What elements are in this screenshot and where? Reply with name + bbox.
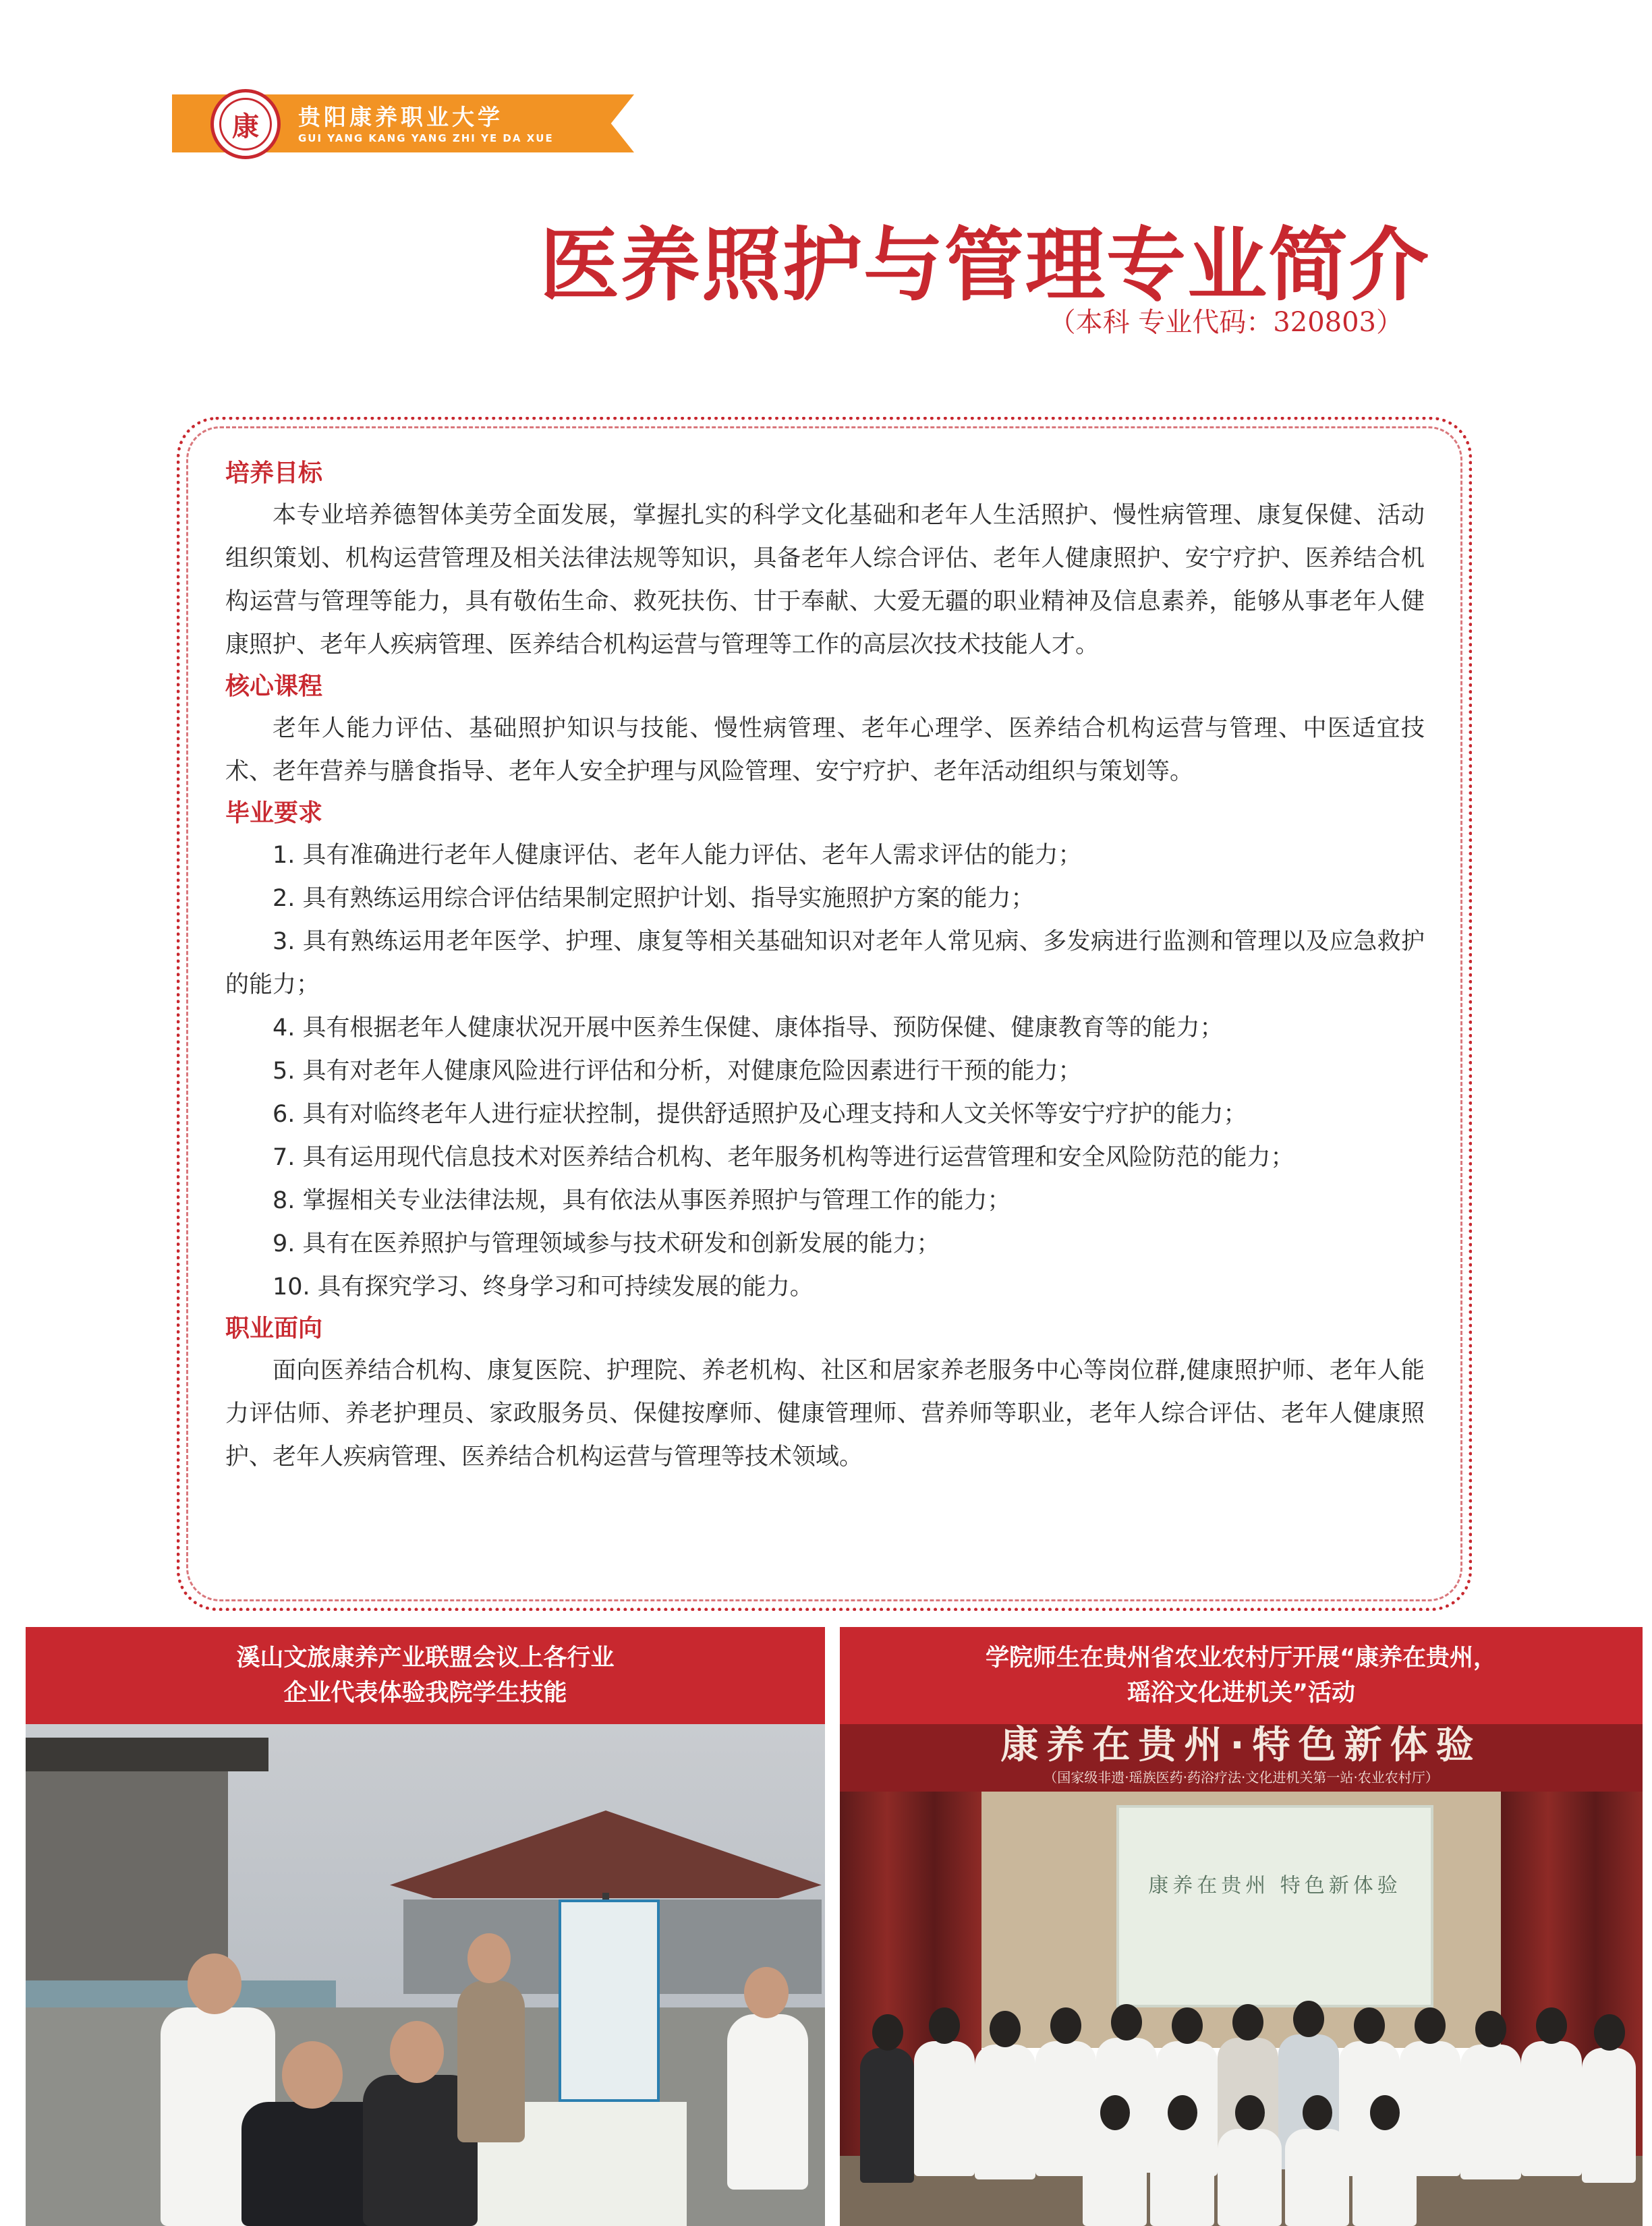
requirement-item: 5. 具有对老年人健康风险进行评估和分析，对健康危险因素进行干预的能力； bbox=[273, 1058, 1082, 1085]
logo-emblem: 康 bbox=[219, 98, 272, 150]
requirement-item: 6. 具有对临终老年人进行症状控制，提供舒适照护及心理支持和人文关怀等安宁疗护的能力； bbox=[273, 1101, 1247, 1128]
caption-line: 瑶浴文化进机关”活动 bbox=[1127, 1680, 1355, 1707]
photo-person-head bbox=[929, 2007, 960, 2044]
photo-person-head bbox=[872, 2014, 903, 2051]
university-logo bbox=[210, 89, 281, 159]
photo-person bbox=[1285, 2129, 1349, 2226]
photo-person-head bbox=[1370, 2095, 1400, 2130]
university-name-en: GUI YANG KANG YANG ZHI YE DA XUE bbox=[298, 132, 554, 144]
section-heading-career: 职业面向 bbox=[225, 1315, 323, 1342]
photo-person-head bbox=[1050, 2007, 1081, 2044]
photo-person bbox=[1083, 2129, 1147, 2226]
photo-person-head bbox=[1168, 2095, 1197, 2130]
goal-text: 本专业培养德智体美劳全面发展，掌握扎实的科学文化基础和老年人生活照护、慢性病管理、康复保健、活动组织策划、机构运营管理及相关法律法规等知识，具备老年人综合评估、老年人健康照护、安宁疗护、医养结合机构运营与管理等能力，具有敬佑生命、救死扶伤、甘于奉献、大爱无疆的职业精神及信息素养，能够从事老年人健康照护、老年人疾病管理、医养结合机构运营与管理等工作的高层次技术技能人才。 bbox=[225, 502, 1425, 658]
requirement-item: 4. 具有根据老年人健康状况开展中医养生保健、康体指导、预防保健、健康教育等的能力； bbox=[273, 1015, 1224, 1041]
requirement-item: 2. 具有熟练运用综合评估结果制定照护计划、指导实施照护方案的能力； bbox=[273, 885, 1035, 912]
photo-person bbox=[975, 2045, 1035, 2179]
photo-person-head bbox=[390, 2021, 444, 2083]
photo-building bbox=[26, 1738, 228, 1980]
requirement-item: 7. 具有运用现代信息技术对医养结合机构、老年服务机构等进行运营管理和安全风险防范的能力； bbox=[273, 1144, 1294, 1171]
university-name-cn: 贵阳康养职业大学 bbox=[298, 104, 503, 130]
photo-person-head bbox=[1536, 2007, 1567, 2044]
photo-person bbox=[1150, 2129, 1214, 2226]
section-heading-goal: 培养目标 bbox=[225, 459, 323, 487]
photo-person-head bbox=[467, 1933, 511, 1983]
section-heading-requirements: 毕业要求 bbox=[225, 799, 323, 827]
photo-person-head bbox=[1172, 2007, 1203, 2044]
photo-person-head bbox=[1100, 2095, 1130, 2130]
photo-roof bbox=[26, 1738, 268, 1771]
photo-person-head bbox=[1354, 2007, 1385, 2044]
photo-person bbox=[1352, 2129, 1417, 2226]
requirement-item: 9. 具有在医养照护与管理领域参与技术研发和创新发展的能力； bbox=[273, 1230, 940, 1257]
caption-line: 溪山文旅康养产业联盟会议上各行业 bbox=[236, 1645, 615, 1672]
career-text: 面向医养结合机构、康复医院、护理院、养老机构、社区和居家养老服务中心等岗位群,健康照护师、老年人能力评估师、养老护理员、家政服务员、保健按摩师、健康管理师、营养师等职业，老年人综合评估、老年人健康照护、老年人疾病管理、医养结合机构运营与管理等技术领域。 bbox=[225, 1357, 1425, 1471]
requirements-list bbox=[225, 834, 1425, 1309]
event-photo-left bbox=[26, 1724, 825, 2226]
photo-person-standing bbox=[457, 1980, 525, 2142]
photo-person-head bbox=[1293, 2001, 1324, 2037]
photo-person bbox=[860, 2048, 914, 2183]
photo-person-head bbox=[1111, 2004, 1142, 2040]
screen-title: 康养在贵州 特色新体验 bbox=[1148, 1874, 1402, 1897]
photo-caption-right bbox=[840, 1627, 1643, 1724]
photo-caption-left bbox=[26, 1627, 825, 1724]
stage-banner-subtitle: （国家级非遗·瑶族医药·药浴疗法·文化进机关第一站·农业农村厅） bbox=[1044, 1769, 1439, 1786]
photo-person bbox=[914, 2041, 975, 2176]
caption-line: 学院师生在贵州省农业农村厅开展“康养在贵州， bbox=[985, 1645, 1497, 1672]
photo-person-head bbox=[1303, 2095, 1332, 2130]
photo-person bbox=[1218, 2129, 1282, 2226]
photo-panel-right bbox=[840, 1627, 1643, 2226]
page-subtitle: （本科 专业代码：320803） bbox=[1048, 307, 1403, 338]
section-heading-courses: 核心课程 bbox=[225, 673, 323, 700]
photo-person-head bbox=[990, 2011, 1021, 2047]
event-photo-right bbox=[840, 1724, 1643, 2226]
photo-panel-left bbox=[26, 1627, 825, 2226]
photo-person-head bbox=[282, 2041, 343, 2109]
requirement-item: 1. 具有准确进行老年人健康评估、老年人能力评估、老年人需求评估的能力； bbox=[273, 842, 1082, 869]
photo-person-head bbox=[1232, 2004, 1263, 2040]
photo-person-head bbox=[744, 1967, 789, 2018]
photo-stage-banner bbox=[840, 1724, 1643, 1792]
photo-person-head bbox=[1594, 2014, 1625, 2051]
program-description bbox=[225, 453, 1425, 1479]
photo-projection-screen bbox=[1116, 1805, 1433, 2007]
photo-person bbox=[1460, 2045, 1521, 2179]
courses-text: 老年人能力评估、基础照护知识与技能、慢性病管理、老年心理学、医养结合机构运营与管理、中医适宜技术、老年营养与膳食指导、老年人安全护理与风险管理、安宁疗护、老年活动组织与策划等。 bbox=[225, 715, 1425, 785]
page-title: 医养照护与管理专业简介 bbox=[539, 218, 1430, 312]
photo-person bbox=[1521, 2041, 1582, 2176]
photo-person-student bbox=[727, 2014, 808, 2190]
photo-display-stand bbox=[559, 1900, 660, 2102]
caption-line: 企业代表体验我院学生技能 bbox=[283, 1680, 567, 1707]
photo-person bbox=[1582, 2048, 1636, 2183]
photo-person-head bbox=[1415, 2007, 1446, 2044]
photo-person-head bbox=[1235, 2095, 1265, 2130]
requirement-item: 3. 具有熟练运用老年医学、护理、康复等相关基础知识对老年人常见病、多发病进行监测和管理以及应急救护的能力； bbox=[225, 928, 1425, 998]
requirement-item: 8. 掌握相关专业法律法规，具有依法从事医养照护与管理工作的能力； bbox=[273, 1187, 1011, 1214]
requirement-item: 10. 具有探究学习、终身学习和可持续发展的能力。 bbox=[273, 1274, 814, 1301]
photo-person-head bbox=[188, 1953, 241, 2014]
stage-banner-title: 康养在贵州·特色新体验 bbox=[1000, 1724, 1482, 1767]
photo-person-head bbox=[1475, 2011, 1506, 2047]
